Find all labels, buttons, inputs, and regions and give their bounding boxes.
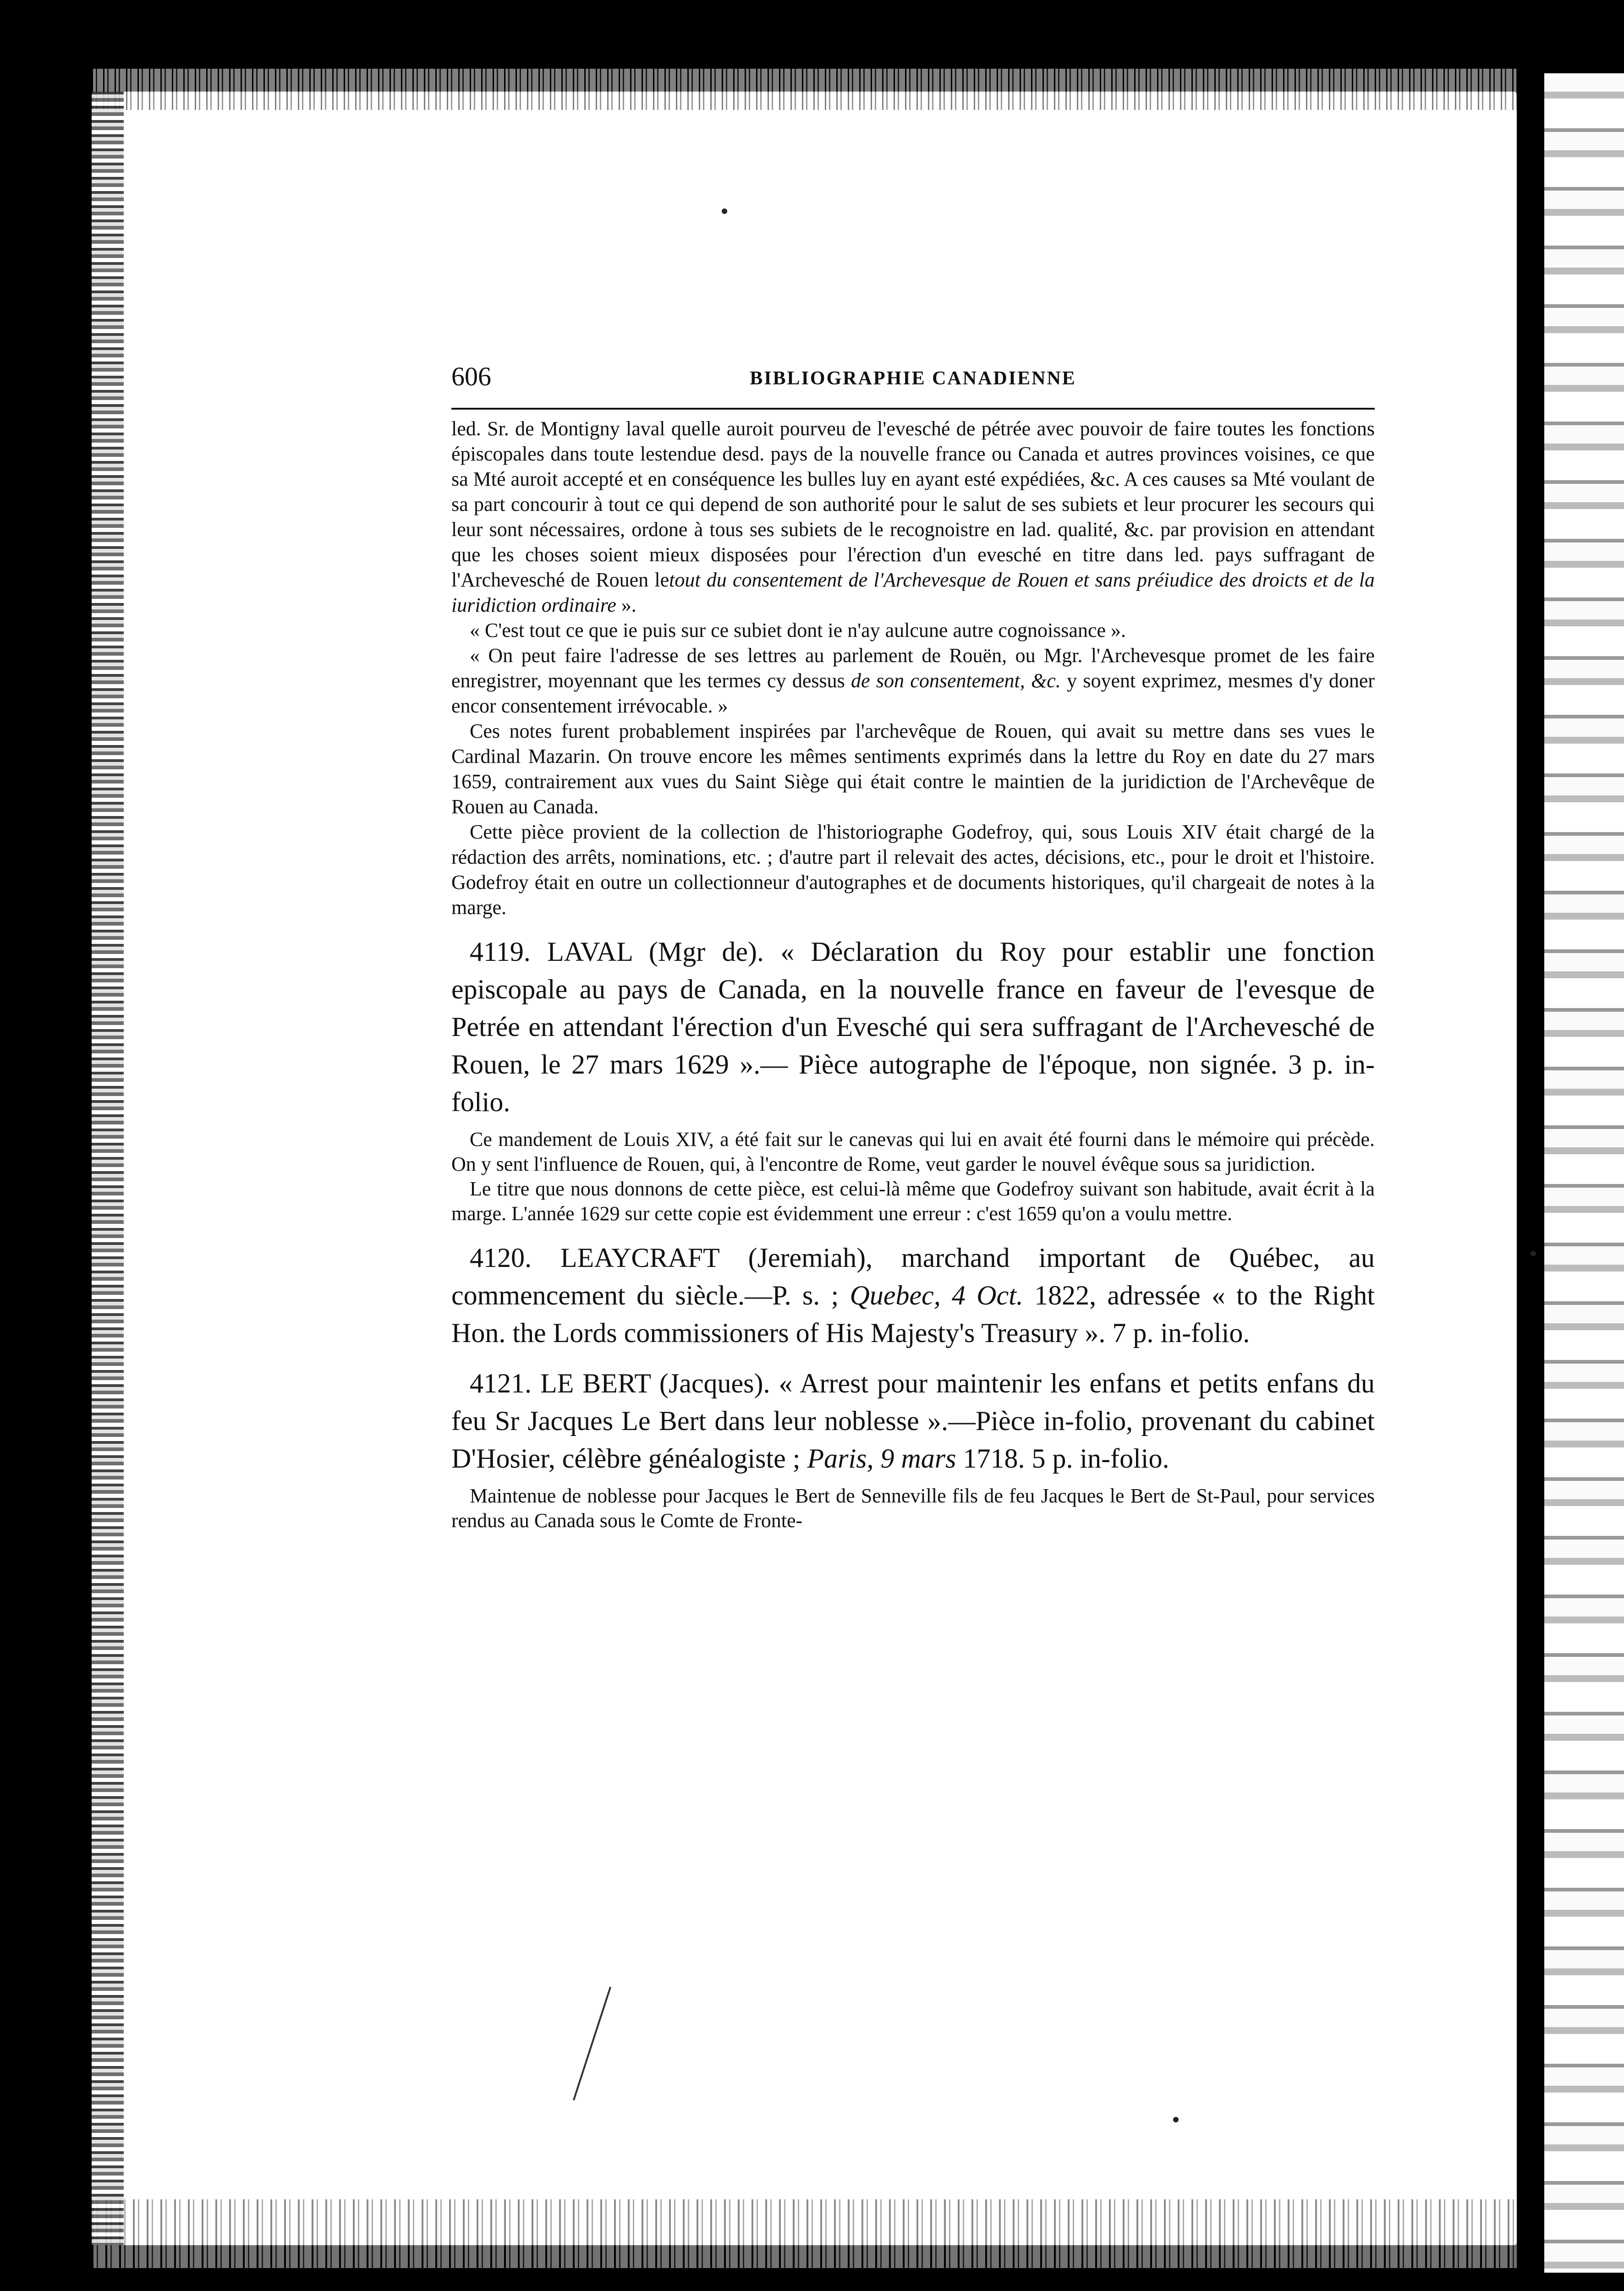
page-content bbox=[451, 357, 1375, 1533]
quote-paragraph bbox=[451, 643, 1375, 718]
quote-italic: de son consentement, &c. bbox=[851, 669, 1061, 692]
entry-name: LAVAL (Mgr de). bbox=[547, 937, 764, 967]
page-body bbox=[451, 410, 1375, 1533]
entry-number: 4119. bbox=[470, 937, 531, 967]
page-number: 606 bbox=[451, 362, 491, 391]
continuation-paragraph bbox=[451, 416, 1375, 618]
speck bbox=[722, 208, 727, 214]
gutter-right bbox=[1517, 92, 1544, 2245]
quote-tail: y soyent exprimez, mesmes d'y doner encor consentement irrévocable. » bbox=[451, 669, 1375, 717]
entry-number: 4121. bbox=[470, 1368, 532, 1398]
entry-text: 1822, adressée « to the Right Hon. the Lords commissioners of His Majesty's Treasury ». 7 p. in-folio. bbox=[451, 1280, 1375, 1348]
quote-paragraph: « C'est tout ce que ie puis sur ce subiet dont ie n'ay aulcune autre cognoissance ». bbox=[470, 619, 1126, 641]
continuation-italic: tout du consentement de l'Archevesque de Rouen et sans préiudice des droicts et de la iuridiction ordinaire bbox=[451, 569, 1375, 616]
speck bbox=[1531, 1251, 1536, 1256]
scan-noise-top bbox=[92, 69, 1517, 110]
entry-note: Maintenue de noblesse pour Jacques le Bert de Senneville fils de feu Jacques le Bert de St-Paul, pour services rendus au Canada sous le Comte de Fronte- bbox=[451, 1485, 1375, 1532]
entry-note: Ce mandement de Louis XIV, a été fait sur le canevas qui lui en avait été fourni dans le mémoire qui précède. On y sent l'influence de Rouen, qui, à l'encontre de Rome, veut garder le nouvel évêque sous sa juridiction. bbox=[451, 1128, 1375, 1175]
quote-text: « On peut faire l'adresse de ses lettres au parlement de Rouën, ou Mgr. l'Archevesque promet de les faire enregistrer, moyennant que les termes cy dessus bbox=[451, 644, 1375, 692]
binding-edge-left bbox=[92, 92, 124, 2245]
entry-text: marchand important de Québec, au commencement du siècle.—P. s. ; bbox=[451, 1243, 1375, 1310]
entry-name: LE BERT (Jacques). bbox=[540, 1368, 770, 1398]
commentary-paragraph: Ces notes furent probablement inspirées par l'archevêque de Rouen, qui avait su mettre dans ses vues le Cardinal Mazarin. On trouve encore les mêmes sentiments exprimés dans la lettre du Roy en date du 27 mars 1659, contrairement aux vues du Saint Siège qui était contre le maintien de la juridiction de l'Archevêque de Rouen au Canada. bbox=[451, 720, 1375, 818]
entry-text: « Déclaration du Roy pour establir une fonction episcopale au pays de Canada, en la nouvelle france en faveur de l'evesque de Petrée en attendant l'érection d'un Evesché qui sera suffragant de l'Archevesché de Rouen, le 27 mars 1629 ».— Pièce autographe de l'époque, non signée. 3 p. in-folio. bbox=[451, 937, 1375, 1117]
entry-place-date: Paris, 9 mars bbox=[807, 1443, 956, 1474]
entry-note: Le titre que nous donnons de cette pièce, est celui-là même que Godefroy suivant son habitude, avait écrit à la marge. L'année 1629 sur cette copie est évidemment une erreur : c'est 1659 qu'on a voulu mettre. bbox=[451, 1178, 1375, 1225]
entry-4121 bbox=[451, 1365, 1375, 1477]
next-page-edge bbox=[1544, 73, 1624, 2273]
entry-text: « Arrest pour maintenir les enfans et petits enfans du feu Sr Jacques Le Bert dans leur noblesse ».—Pièce in-folio, provenant du cabinet D'Hosier, célèbre généalogiste ; bbox=[451, 1368, 1375, 1474]
entry-name: LEAYCRAFT (Jeremiah), bbox=[560, 1243, 873, 1273]
scan-noise-bottom bbox=[92, 2199, 1517, 2268]
speck bbox=[1173, 2117, 1179, 2122]
entry-number: 4120. bbox=[470, 1243, 532, 1273]
running-header bbox=[451, 357, 1375, 410]
commentary-paragraph: Cette pièce provient de la collection de l'historiographe Godefroy, qui, sous Louis XIV était chargé de la rédaction des arrêts, nominations, etc. ; d'autre part il relevait des actes, décisions, etc., pour le droit et l'histoire. Godefroy était en outre un collectionneur d'autographes et de documents historiques, qu'il chargeait de notes à la marge. bbox=[451, 821, 1375, 919]
continuation-close: ». bbox=[621, 594, 636, 616]
entry-text: 1718. 5 p. in-folio. bbox=[963, 1443, 1169, 1474]
running-title: BIBLIOGRAPHIE CANADIENNE bbox=[750, 368, 1076, 389]
continuation-text: led. Sr. de Montigny laval quelle auroit pourveu de l'evesché de pétrée avec pouvoir de faire toutes les fonctions épiscopales dans toute lestendue desd. pays de la nouvelle france ou Canada et autres provinces voisines, ce que sa Mté auroit accepté et en conséquence les bulles luy en ayant esté expédiées, &c. A ces causes sa Mté voulant de sa part concourir à tout ce qui depend de son authorité pour le salut de ses subiets et leur procurer les secours qui leur sont nécessaires, ordone à tous ses subiets de le recognoistre en lad. qualité, &c. par provision en attendant que les choses soient mieux disposées pour l'érection d'un evesché en titre dans led. pays suffragant de l'Archevesché de Rouen le bbox=[451, 417, 1375, 591]
entry-4120 bbox=[451, 1239, 1375, 1352]
entry-place-date: Quebec, 4 Oct. bbox=[850, 1280, 1023, 1310]
entry-4119 bbox=[451, 933, 1375, 1121]
